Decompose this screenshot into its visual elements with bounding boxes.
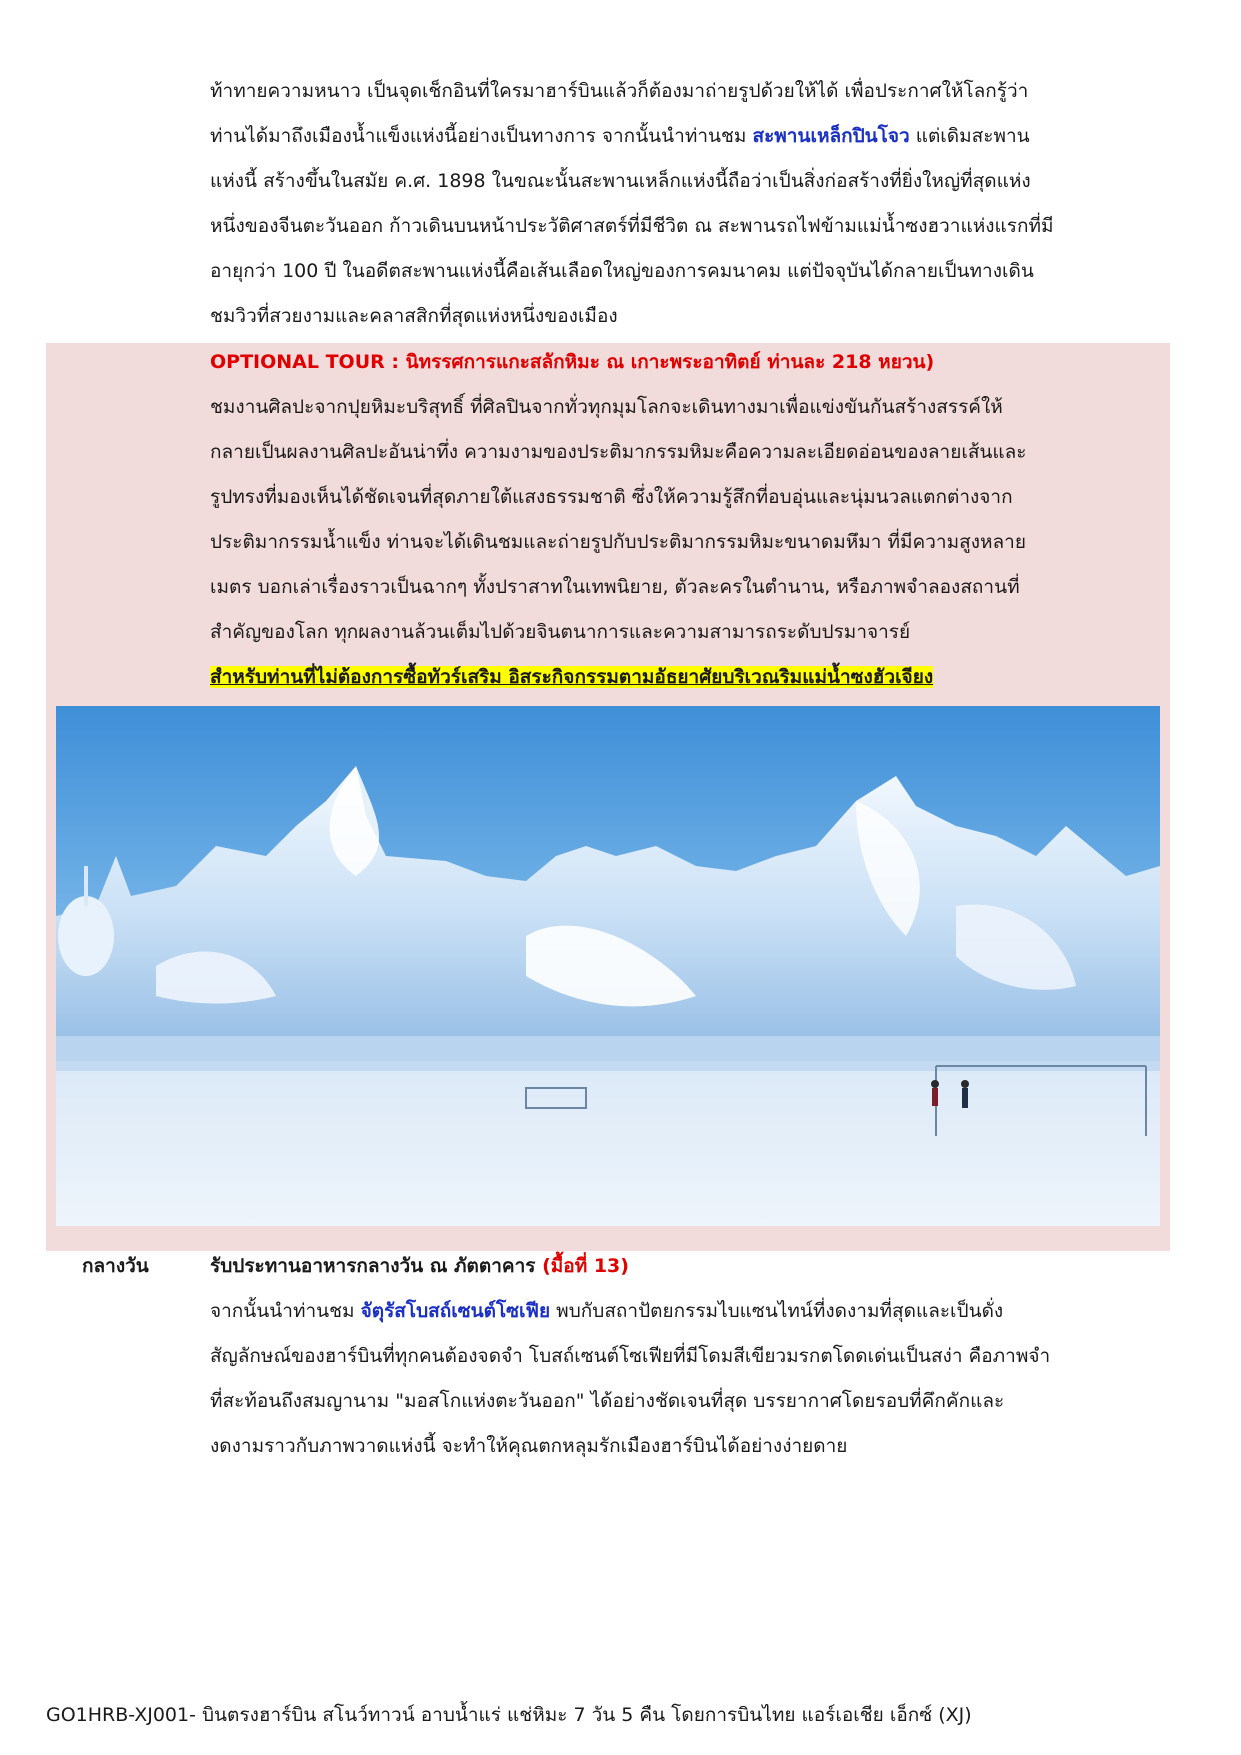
optional-line: กลายเป็นผลงานศิลปะอันน่าทึ่ง ความงามของประติมากรรมหิมะคือความละเอียดอ่อนของลายเส้นและ: [210, 441, 1027, 463]
optional-line: รูปทรงที่มองเห็นได้ชัดเจนที่สุดภายใต้แสงธรรมชาติ ซึ่งให้ความรู้สึกที่อบอุ่นและนุ่มนวลแตกต่างจาก: [210, 486, 1013, 508]
church-name: จัตุรัสโบสถ์เซนต์โซเฟีย: [360, 1300, 551, 1322]
lunch-title: รับประทานอาหารกลางวัน ณ ภัตตาคาร: [210, 1255, 543, 1277]
lunch-text: จากนั้นนำท่านชม: [210, 1300, 361, 1322]
intro-text: แต่เดิมสะพาน: [909, 125, 1030, 147]
lunch-line: [210, 1289, 1170, 1334]
lunch-text: พบกับสถาปัตยกรรมไบแซนไทน์ที่งดงามที่สุดและเป็นดั่ง: [550, 1300, 1004, 1322]
intro-text: ท่านได้มาถึงเมืองน้ำแข็งแห่งนี้อย่างเป็นทางการ จากนั้นนำท่านชม: [210, 125, 753, 147]
lunch-section: [210, 1244, 1170, 1469]
lunch-line: งดงามราวกับภาพวาดแห่งนี้ จะทำให้คุณตกหลุมรักเมืองฮาร์บินได้อย่างง่ายดาย: [210, 1435, 848, 1457]
intro-line: หนึ่งของจีนตะวันออก ก้าวเดินบนหน้าประวัติศาสตร์ที่มีชีวิต ณ สะพานรถไฟข้ามแม่น้ำซงฮวาแห่งแรกที่มี: [210, 215, 1054, 237]
intro-line: ท้าทายความหนาว เป็นจุดเช็กอินที่ใครมาฮาร์บินแล้วก็ต้องมาถ่ายรูปด้วยให้ได้ เพื่อประกาศให้โลกรู้ว่า: [210, 80, 1029, 102]
intro-line: ชมวิวที่สวยงามและคลาสสิกที่สุดแห่งหนึ่งของเมือง: [210, 305, 618, 327]
page-footer: GO1HRB-XJ001- บินตรงฮาร์บิน สโนว์ทาวน์ อาบน้ำแร่ แช่หิมะ 7 วัน 5 คืน โดยการบินไทย แอร์เอเชีย เอ็กซ์ (XJ): [46, 1704, 972, 1726]
optional-tour-text: [210, 340, 1170, 700]
bridge-name: สะพานเหล็กปินโจว: [752, 125, 910, 147]
lunch-line: ที่สะท้อนถึงสมญานาม "มอสโกแห่งตะวันออก" ได้อย่างชัดเจนที่สุด บรรยากาศโดยรอบที่คึกคักและ: [210, 1390, 1005, 1412]
snow-sculpture-illustration: [56, 706, 1160, 1226]
intro-paragraph: [210, 69, 1170, 339]
lunch-heading: [210, 1244, 1170, 1289]
optional-line: ประติมากรรมน้ำแข็ง ท่านจะได้เดินชมและถ่ายรูปกับประติมากรรมหิมะขนาดมหึมา ที่มีความสูงหลาย: [210, 531, 1026, 553]
optional-line: สำคัญของโลก ทุกผลงานล้วนเต็มไปด้วยจินตนาการและความสามารถระดับปรมาจารย์: [210, 621, 911, 643]
optional-highlight-line: [210, 655, 1170, 700]
snow-sculpture-photo: [56, 706, 1160, 1226]
intro-line: อายุกว่า 100 ปี ในอดีตสะพานแห่งนี้คือเส้นเลือดใหญ่ของการคมนาคม แต่ปัจจุบันได้กลายเป็นทางเดิน: [210, 260, 1034, 282]
optional-tour-title: OPTIONAL TOUR : นิทรรศการแกะสลักหิมะ ณ เกาะพระอาทิตย์ ท่านละ 218 หยวน): [210, 351, 935, 373]
optional-line: ชมงานศิลปะจากปุยหิมะบริสุทธิ์ ที่ศิลปินจากทั่วทุกมุมโลกจะเดินทางมาเพื่อแข่งขันกันสร้างสรรค์ให้: [210, 396, 1003, 418]
meal-number: (มื้อที่ 13): [542, 1255, 629, 1277]
intro-line: [210, 114, 1170, 159]
lunch-line: สัญลักษณ์ของฮาร์บินที่ทุกคนต้องจดจำ โบสถ์เซนต์โซเฟียที่มีโดมสีเขียวมรกตโดดเด่นเป็นสง่า คือภาพจำ: [210, 1345, 1051, 1367]
optional-line: เมตร บอกเล่าเรื่องราวเป็นฉากๆ ทั้งปราสาทในเทพนิยาย, ตัวละครในตำนาน, หรือภาพจำลองสถานที่: [210, 576, 1020, 598]
intro-line: แห่งนี้ สร้างขึ้นในสมัย ค.ศ. 1898 ในขณะนั้นสะพานเหล็กแห่งนี้ถือว่าเป็นสิ่งก่อสร้างที่ยิ่งใหญ่ที่สุดแห่ง: [210, 170, 1031, 192]
lunch-time-label: กลางวัน: [82, 1255, 149, 1277]
free-time-note: สำหรับท่านที่ไม่ต้องการซื้อทัวร์เสริม อิสระกิจกรรมตามอัธยาศัยบริเวณริมแม่น้ำซงฮัวเจียง: [210, 666, 934, 688]
